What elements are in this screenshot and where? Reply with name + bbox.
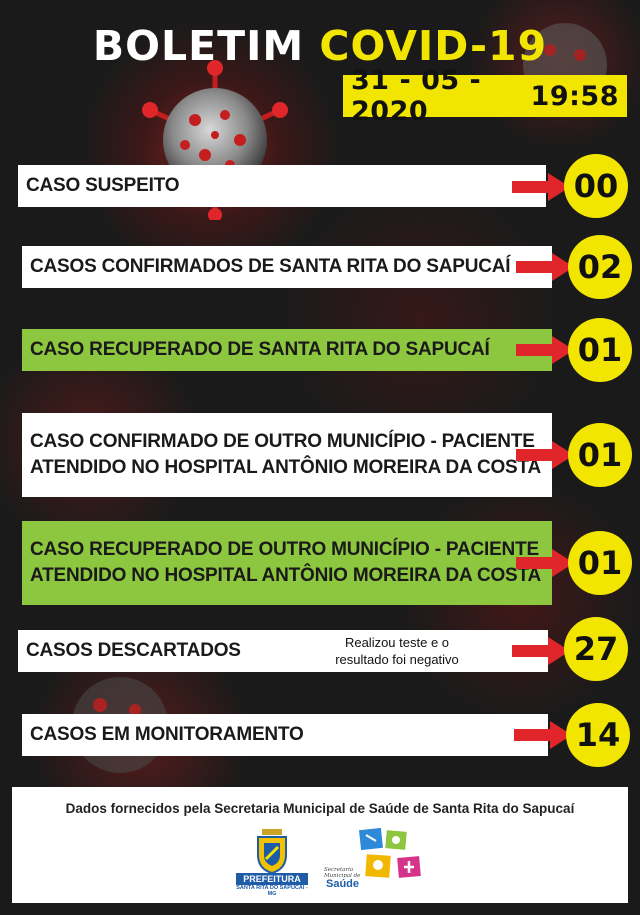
date-badge <box>343 65 627 127</box>
prefeitura-name: PREFEITURA <box>236 873 308 885</box>
saude-logo <box>314 827 444 893</box>
row-label: CASO RECUPERADO DE SANTA RITA DO SAPUCAÍ <box>30 339 490 361</box>
row-label-line1: CASO RECUPERADO DE OUTRO MUNICÍPIO - PACIENTE <box>30 539 539 561</box>
row-label-line2: ATENDIDO NO HOSPITAL ANTÔNIO MOREIRA DA COSTA <box>30 565 542 586</box>
row-label: CASOS CONFIRMADOS DE SANTA RITA DO SAPUCAÍ <box>30 256 511 278</box>
value-circle <box>568 235 632 299</box>
saude-small-label: Secretaria Municipal de <box>324 867 361 880</box>
prefeitura-sub: SANTA RITA DO SAPUCAÍ - MG <box>236 885 308 897</box>
date-day: 31 - 05 - 2020 <box>351 65 482 127</box>
row-label-line1: CASO CONFIRMADO DE OUTRO MUNICÍPIO - PACIENTE <box>30 431 535 453</box>
arrow-right-icon <box>512 173 570 201</box>
row-value: 27 <box>573 630 619 668</box>
row-value: 00 <box>573 167 619 205</box>
note-line2: resultado foi negativo <box>335 651 459 667</box>
row-value: 01 <box>577 544 623 582</box>
value-circle <box>566 703 630 767</box>
row-casos-monitoramento <box>22 714 548 756</box>
value-circle <box>568 423 632 487</box>
arrow-right-icon <box>516 253 574 281</box>
health-secretariat-logo <box>358 827 432 887</box>
value-circle <box>564 617 628 681</box>
row-label: CASOS EM MONITORAMENTO <box>30 724 304 746</box>
saude-name: Saúde <box>326 878 360 890</box>
row-casos-confirmados <box>22 246 552 288</box>
data-source-text: Dados fornecidos pela Secretaria Municipal de Saúde de Santa Rita do Sapucaí <box>65 801 575 816</box>
row-caso-recuperado <box>22 329 552 371</box>
row-label: CASOS DESCARTADOS <box>26 640 241 662</box>
row-value: 01 <box>577 436 623 474</box>
descartados-note <box>312 635 482 669</box>
row-caso-suspeito <box>18 165 546 207</box>
title-boletim: BOLETIM <box>92 22 305 70</box>
row-label: CASO SUSPEITO <box>26 175 180 197</box>
municipal-crest-icon <box>254 829 290 873</box>
note-line1: Realizou teste e o <box>344 635 450 650</box>
arrow-right-icon <box>516 441 574 469</box>
arrow-right-icon <box>512 637 570 665</box>
row-value: 14 <box>575 716 621 754</box>
arrow-right-icon <box>514 721 572 749</box>
value-circle <box>568 531 632 595</box>
title-covid: COVID-19 <box>319 22 548 70</box>
row-confirmado-outro-municipio <box>22 413 552 497</box>
row-label-line2: ATENDIDO NO HOSPITAL ANTÔNIO MOREIRA DA COSTA <box>30 457 542 478</box>
bulletin-title <box>0 22 640 70</box>
prefeitura-logo <box>230 827 314 897</box>
arrow-right-icon <box>516 336 574 364</box>
row-value: 02 <box>577 248 623 286</box>
footer-panel <box>12 787 628 903</box>
value-circle <box>568 318 632 382</box>
value-circle <box>564 154 628 218</box>
arrow-right-icon <box>516 549 574 577</box>
date-time: 19:58 <box>530 80 619 112</box>
row-value: 01 <box>577 331 623 369</box>
row-recuperado-outro-municipio <box>22 521 552 605</box>
